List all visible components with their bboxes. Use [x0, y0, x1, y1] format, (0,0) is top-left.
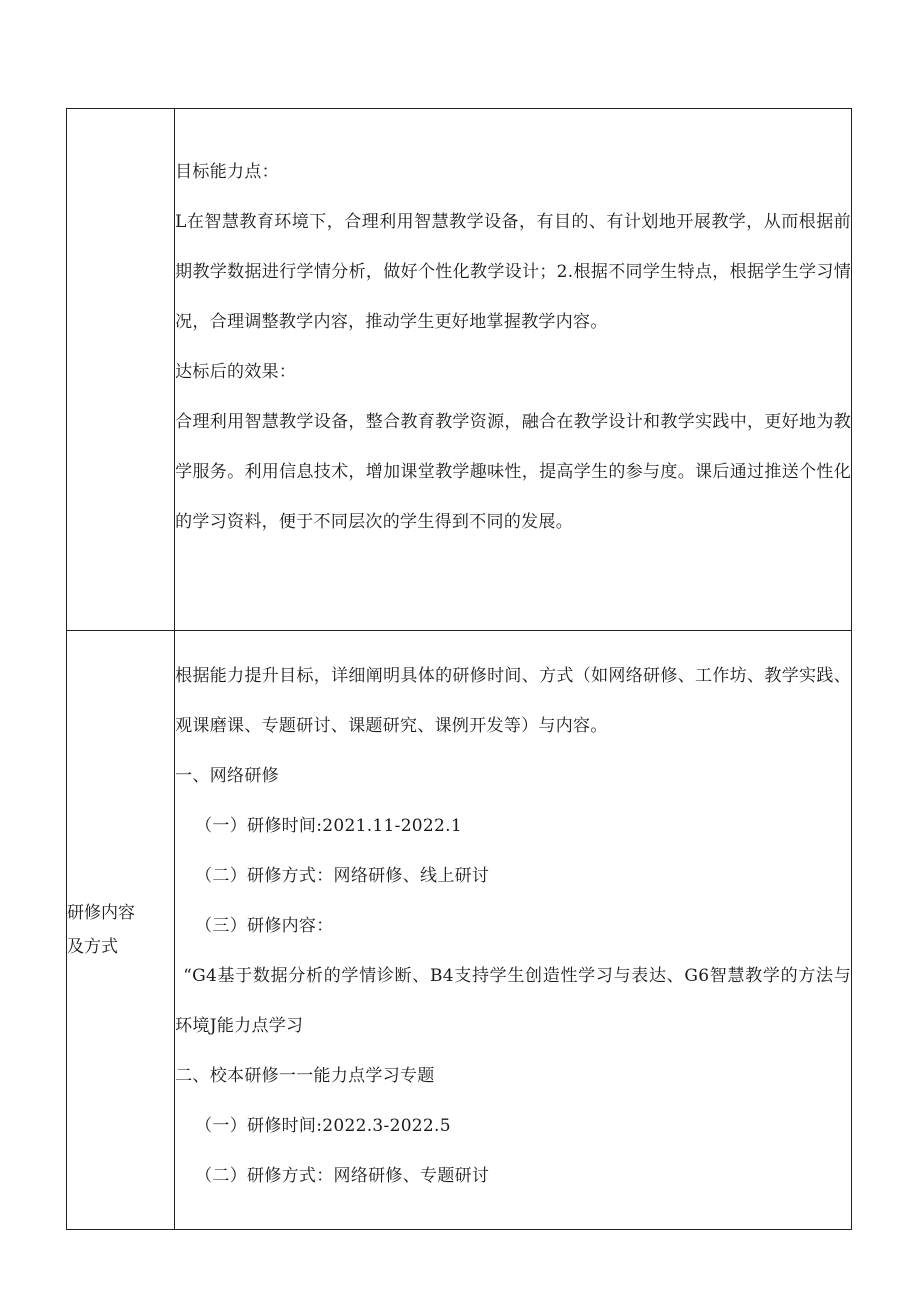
methods-content-cell [175, 631, 852, 1230]
part2-title: 二、校本研修一一能力点学习专题 [175, 1066, 435, 1086]
part1-time: （一）研修时间:2021.11-2022.1 [195, 816, 462, 836]
target-heading: 目标能力点： [175, 162, 279, 182]
row-label-text: 研修内容及方式 [67, 903, 135, 957]
table-row-methods [67, 631, 852, 1230]
training-plan-table [66, 108, 852, 1230]
effect-heading: 达标后的效果： [175, 362, 297, 382]
target-content-cell [175, 109, 852, 631]
part2-time: （一）研修时间:2022.3-2022.5 [195, 1116, 451, 1136]
part1-content-title: （三）研修内容： [195, 916, 334, 936]
part1-content: “G4基于数据分析的学情诊断、B4支持学生创造性学习与表达、G6智慧教学的方法与环境J能力点学习 [175, 966, 851, 1036]
methods-intro: 根据能力提升目标，详细阐明具体的研修时间、方式（如网络研修、工作坊、教学实践、观课磨课、专题研讨、课题研究、课例开发等）与内容。 [175, 666, 851, 736]
target-text: L在智慧教育环境下，合理利用智慧教学设备，有目的、有计划地开展教学，从而根据前期教学数据进行学情分析，做好个性化教学设计；2.根据不同学生特点，根据学生学习情况，合理调整教学内容，推动学生更好地掌握教学内容。 [175, 212, 851, 332]
row-label-empty [67, 109, 175, 631]
part1-title: 一、网络研修 [175, 766, 279, 786]
row-label-methods [67, 631, 175, 1230]
part1-method: （二）研修方式：网络研修、线上研讨 [195, 866, 490, 886]
effect-text: 合理利用智慧教学设备，整合教育教学资源，融合在教学设计和教学实践中，更好地为教学服务。利用信息技术，增加课堂教学趣味性，提高学生的参与度。课后通过推送个性化的学习资料，便于不同层次的学生得到不同的发展。 [175, 412, 851, 532]
part2-method: （二）研修方式：网络研修、专题研讨 [195, 1166, 490, 1186]
table-row-target [67, 109, 852, 631]
